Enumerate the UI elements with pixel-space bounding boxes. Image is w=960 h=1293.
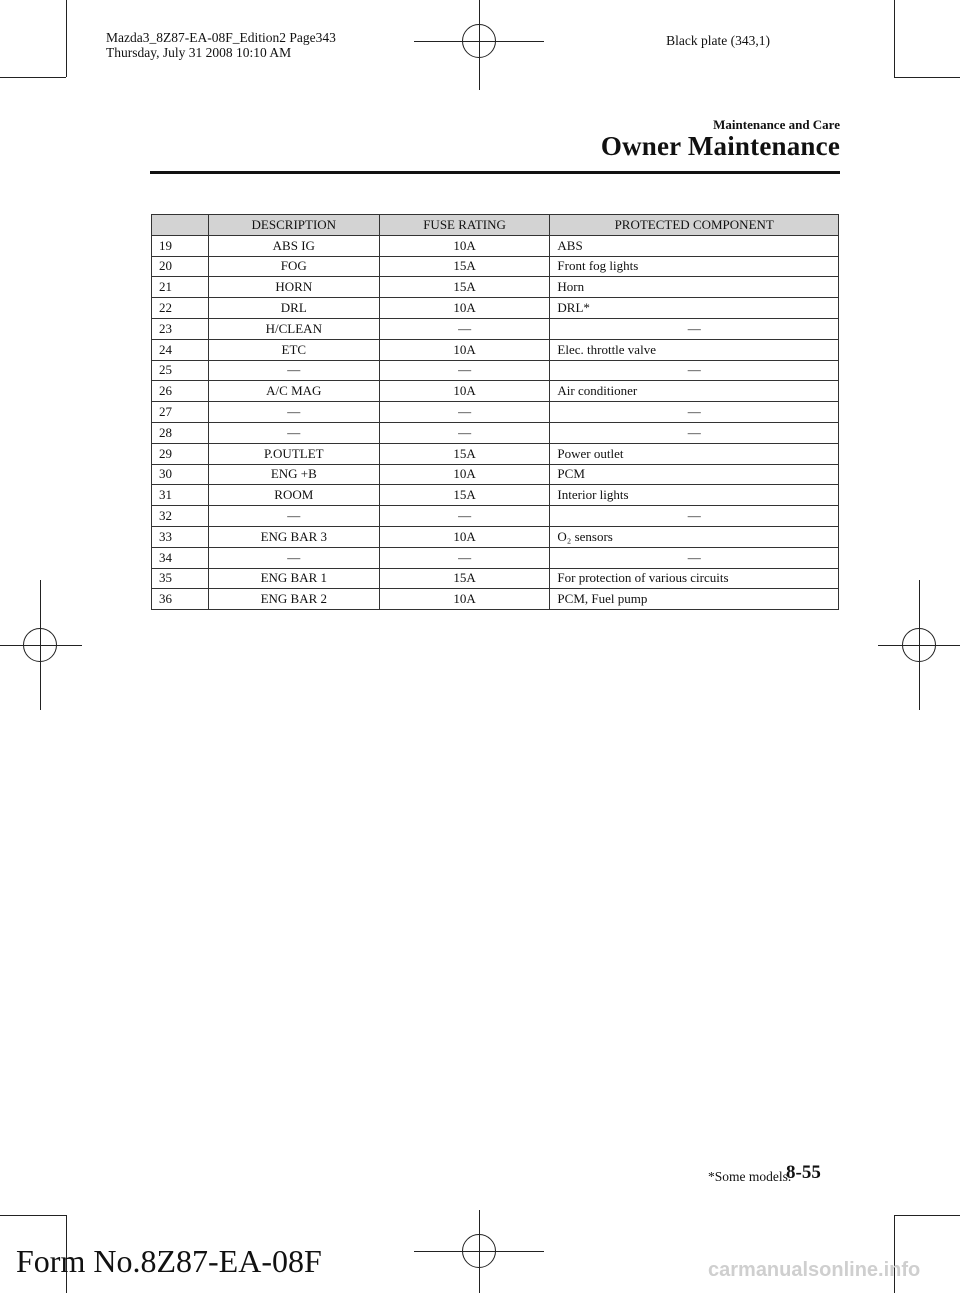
cell-component: ― [550,360,839,381]
cell-component: ― [550,402,839,423]
cell-component: Air conditioner [550,381,839,402]
registration-mark-top [414,0,544,90]
cell-component: DRL* [550,298,839,319]
cell-component: ― [550,318,839,339]
cell-number: 27 [152,402,209,423]
cell-rating: 15A [379,443,550,464]
table-row [152,256,839,277]
cell-number: 24 [152,339,209,360]
crop-mark [894,1215,960,1216]
cell-component: Power outlet [550,443,839,464]
cell-number: 30 [152,464,209,485]
cell-rating: 10A [379,589,550,610]
fuse-table [151,214,839,610]
table-row [152,547,839,568]
table-row [152,506,839,527]
cell-number: 34 [152,547,209,568]
cell-description: ENG +B [208,464,379,485]
cell-rating: 10A [379,526,550,547]
registration-mark-bottom [414,1210,544,1293]
page-title: Owner Maintenance [600,131,840,161]
cell-component: PCM, Fuel pump [550,589,839,610]
cell-description: ― [208,422,379,443]
cell-component: Horn [550,277,839,298]
cell-number: 22 [152,298,209,319]
cell-description: DRL [208,298,379,319]
cell-rating: ― [379,547,550,568]
table-row [152,339,839,360]
cell-rating: ― [379,402,550,423]
table-row [152,298,839,319]
cell-component: PCM [550,464,839,485]
crop-mark [66,0,67,77]
cell-number: 21 [152,277,209,298]
cell-number: 31 [152,485,209,506]
table-row [152,589,839,610]
cell-description: HORN [208,277,379,298]
print-metadata [106,30,336,60]
crop-mark [0,77,66,78]
cell-rating: 15A [379,277,550,298]
plate-label: Black plate (343,1) [666,33,770,48]
cell-description: ENG BAR 2 [208,589,379,610]
watermark: carmanualsonline.info [708,1259,921,1281]
table-row [152,422,839,443]
cell-component: Interior lights [550,485,839,506]
cell-component: Elec. throttle valve [550,339,839,360]
cell-description: H/CLEAN [208,318,379,339]
cell-number: 26 [152,381,209,402]
table-row [152,318,839,339]
title-rule [150,171,840,174]
cell-component: ― [550,506,839,527]
cell-number: 36 [152,589,209,610]
cell-description: ― [208,506,379,527]
cell-rating: 10A [379,464,550,485]
cell-rating: 10A [379,339,550,360]
table-row [152,402,839,423]
table-row [152,568,839,589]
cell-description: ― [208,547,379,568]
cell-number: 25 [152,360,209,381]
cell-number: 32 [152,506,209,527]
table-row [152,464,839,485]
cell-description: ENG BAR 1 [208,568,379,589]
cell-number: 28 [152,422,209,443]
cell-description: ― [208,360,379,381]
cell-number: 35 [152,568,209,589]
section-label: Maintenance and Care [713,117,840,132]
table-body [152,235,839,609]
cell-description: ENG BAR 3 [208,526,379,547]
cell-description: ― [208,402,379,423]
cell-description: P.OUTLET [208,443,379,464]
cell-number: 19 [152,235,209,256]
registration-mark-right [878,580,960,710]
header-cell-number [152,215,209,236]
table-row [152,235,839,256]
cell-component: Front fog lights [550,256,839,277]
cell-rating: 10A [379,235,550,256]
cell-component: ― [550,422,839,443]
footnote: *Some models. [708,1169,792,1184]
table-row [152,277,839,298]
cell-rating: 15A [379,568,550,589]
cell-description: ETC [208,339,379,360]
table-row [152,485,839,506]
cell-description: ABS IG [208,235,379,256]
cell-description: A/C MAG [208,381,379,402]
cell-rating: ― [379,318,550,339]
file-label: Mazda3_8Z87-EA-08F_Edition2 Page343 [106,30,336,45]
cell-description: ROOM [208,485,379,506]
cell-number: 20 [152,256,209,277]
cell-component: O₂ sensors [550,526,839,547]
header-cell-component: PROTECTED COMPONENT [550,215,839,236]
cell-rating: 10A [379,298,550,319]
header-cell-rating: FUSE RATING [379,215,550,236]
form-number: Form No.8Z87-EA-08F [16,1243,322,1279]
cell-rating: 15A [379,485,550,506]
page-number: 8-55 [786,1162,821,1183]
header-cell-description: DESCRIPTION [208,215,379,236]
cell-component: For protection of various circuits [550,568,839,589]
cell-rating: ― [379,506,550,527]
cell-rating: ― [379,360,550,381]
registration-mark-left [0,580,82,710]
table-row [152,360,839,381]
crop-mark [894,77,960,78]
cell-component: ABS [550,235,839,256]
crop-mark [894,0,895,77]
cell-rating: ― [379,422,550,443]
cell-rating: 15A [379,256,550,277]
table-row [152,443,839,464]
cell-number: 33 [152,526,209,547]
table-row [152,381,839,402]
cell-number: 29 [152,443,209,464]
crop-mark [0,1215,66,1216]
cell-rating: 10A [379,381,550,402]
table-row [152,526,839,547]
cell-number: 23 [152,318,209,339]
table-header-row [152,215,839,236]
timestamp-label: Thursday, July 31 2008 10:10 AM [106,45,292,60]
cell-component: ― [550,547,839,568]
cell-description: FOG [208,256,379,277]
